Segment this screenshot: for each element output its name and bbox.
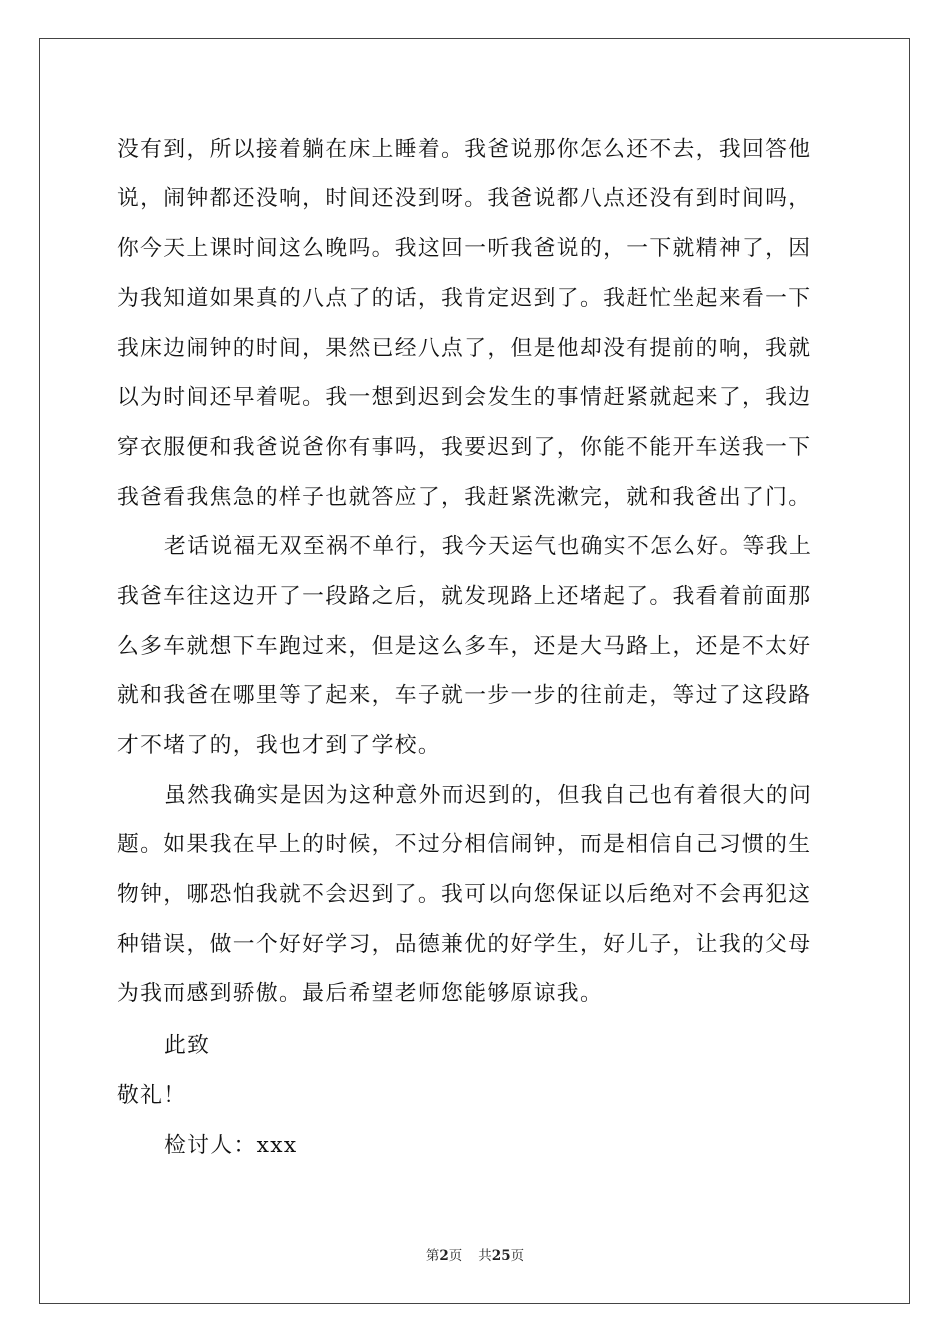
page-footer	[0, 1247, 950, 1265]
text-line: 就和我爸在哪里等了起来，车子就一步一步的往前走，等过了这段路	[117, 683, 812, 708]
text-line: 老话说福无双至祸不单行，我今天运气也确实不怎么好。等我上	[164, 534, 813, 559]
text-line: 么多车就想下车跑过来，但是这么多车，还是大马路上，还是不太好	[117, 634, 812, 659]
text-line: 以为时间还早着呢。我一想到迟到会发生的事情赶紧就起来了，我边	[117, 385, 812, 410]
text-line: 种错误，做一个好好学习，品德兼优的好学生，好儿子，让我的父母	[117, 932, 812, 957]
salutation-text: 敬礼！	[117, 1083, 187, 1108]
text-line: 我爸车往这边开了一段路之后，就发现路上还堵起了。我看着前面那	[117, 584, 812, 609]
total-suffix: 页	[510, 1248, 525, 1264]
page-suffix: 页	[448, 1248, 463, 1264]
page-current-number: 2	[439, 1248, 449, 1264]
page-border	[39, 38, 910, 1304]
text-line: 题。如果我在早上的时候，不过分相信闹钟，而是相信自己习惯的生	[117, 832, 812, 857]
page-prefix: 第	[425, 1248, 440, 1264]
text-line: 穿衣服便和我爸说爸你有事吗，我要迟到了，你能不能开车送我一下	[117, 435, 812, 460]
closing-text: 此致	[164, 1033, 211, 1058]
text-line: 物钟，哪恐怕我就不会迟到了。我可以向您保证以后绝对不会再犯这	[117, 882, 812, 907]
text-line: 才不堵了的，我也才到了学校。	[117, 733, 442, 758]
text-line: 为我而感到骄傲。最后希望老师您能够原谅我。	[117, 981, 604, 1006]
text-line: 我爸看我焦急的样子也就答应了，我赶紧洗漱完，就和我爸出了门。	[117, 485, 812, 510]
text-line: 说，闹钟都还没响，时间还没到呀。我爸说都八点还没有到时间吗，	[117, 186, 812, 211]
signature-text: 检讨人：xxx	[164, 1133, 298, 1158]
text-line: 虽然我确实是因为这种意外而迟到的，但我自己也有着很大的问	[164, 783, 813, 808]
text-line: 我床边闹钟的时间，果然已经八点了，但是他却没有提前的响，我就	[117, 336, 812, 361]
text-line: 没有到，所以接着躺在床上睡着。我爸说那你怎么还不去，我回答他	[117, 137, 812, 162]
text-line: 你今天上课时间这么晚吗。我这回一听我爸说的，一下就精神了，因	[117, 236, 812, 261]
total-prefix: 共	[478, 1248, 492, 1264]
page-total-number: 25	[491, 1248, 511, 1264]
text-line: 为我知道如果真的八点了的话，我肯定迟到了。我赶忙坐起来看一下	[117, 286, 812, 311]
